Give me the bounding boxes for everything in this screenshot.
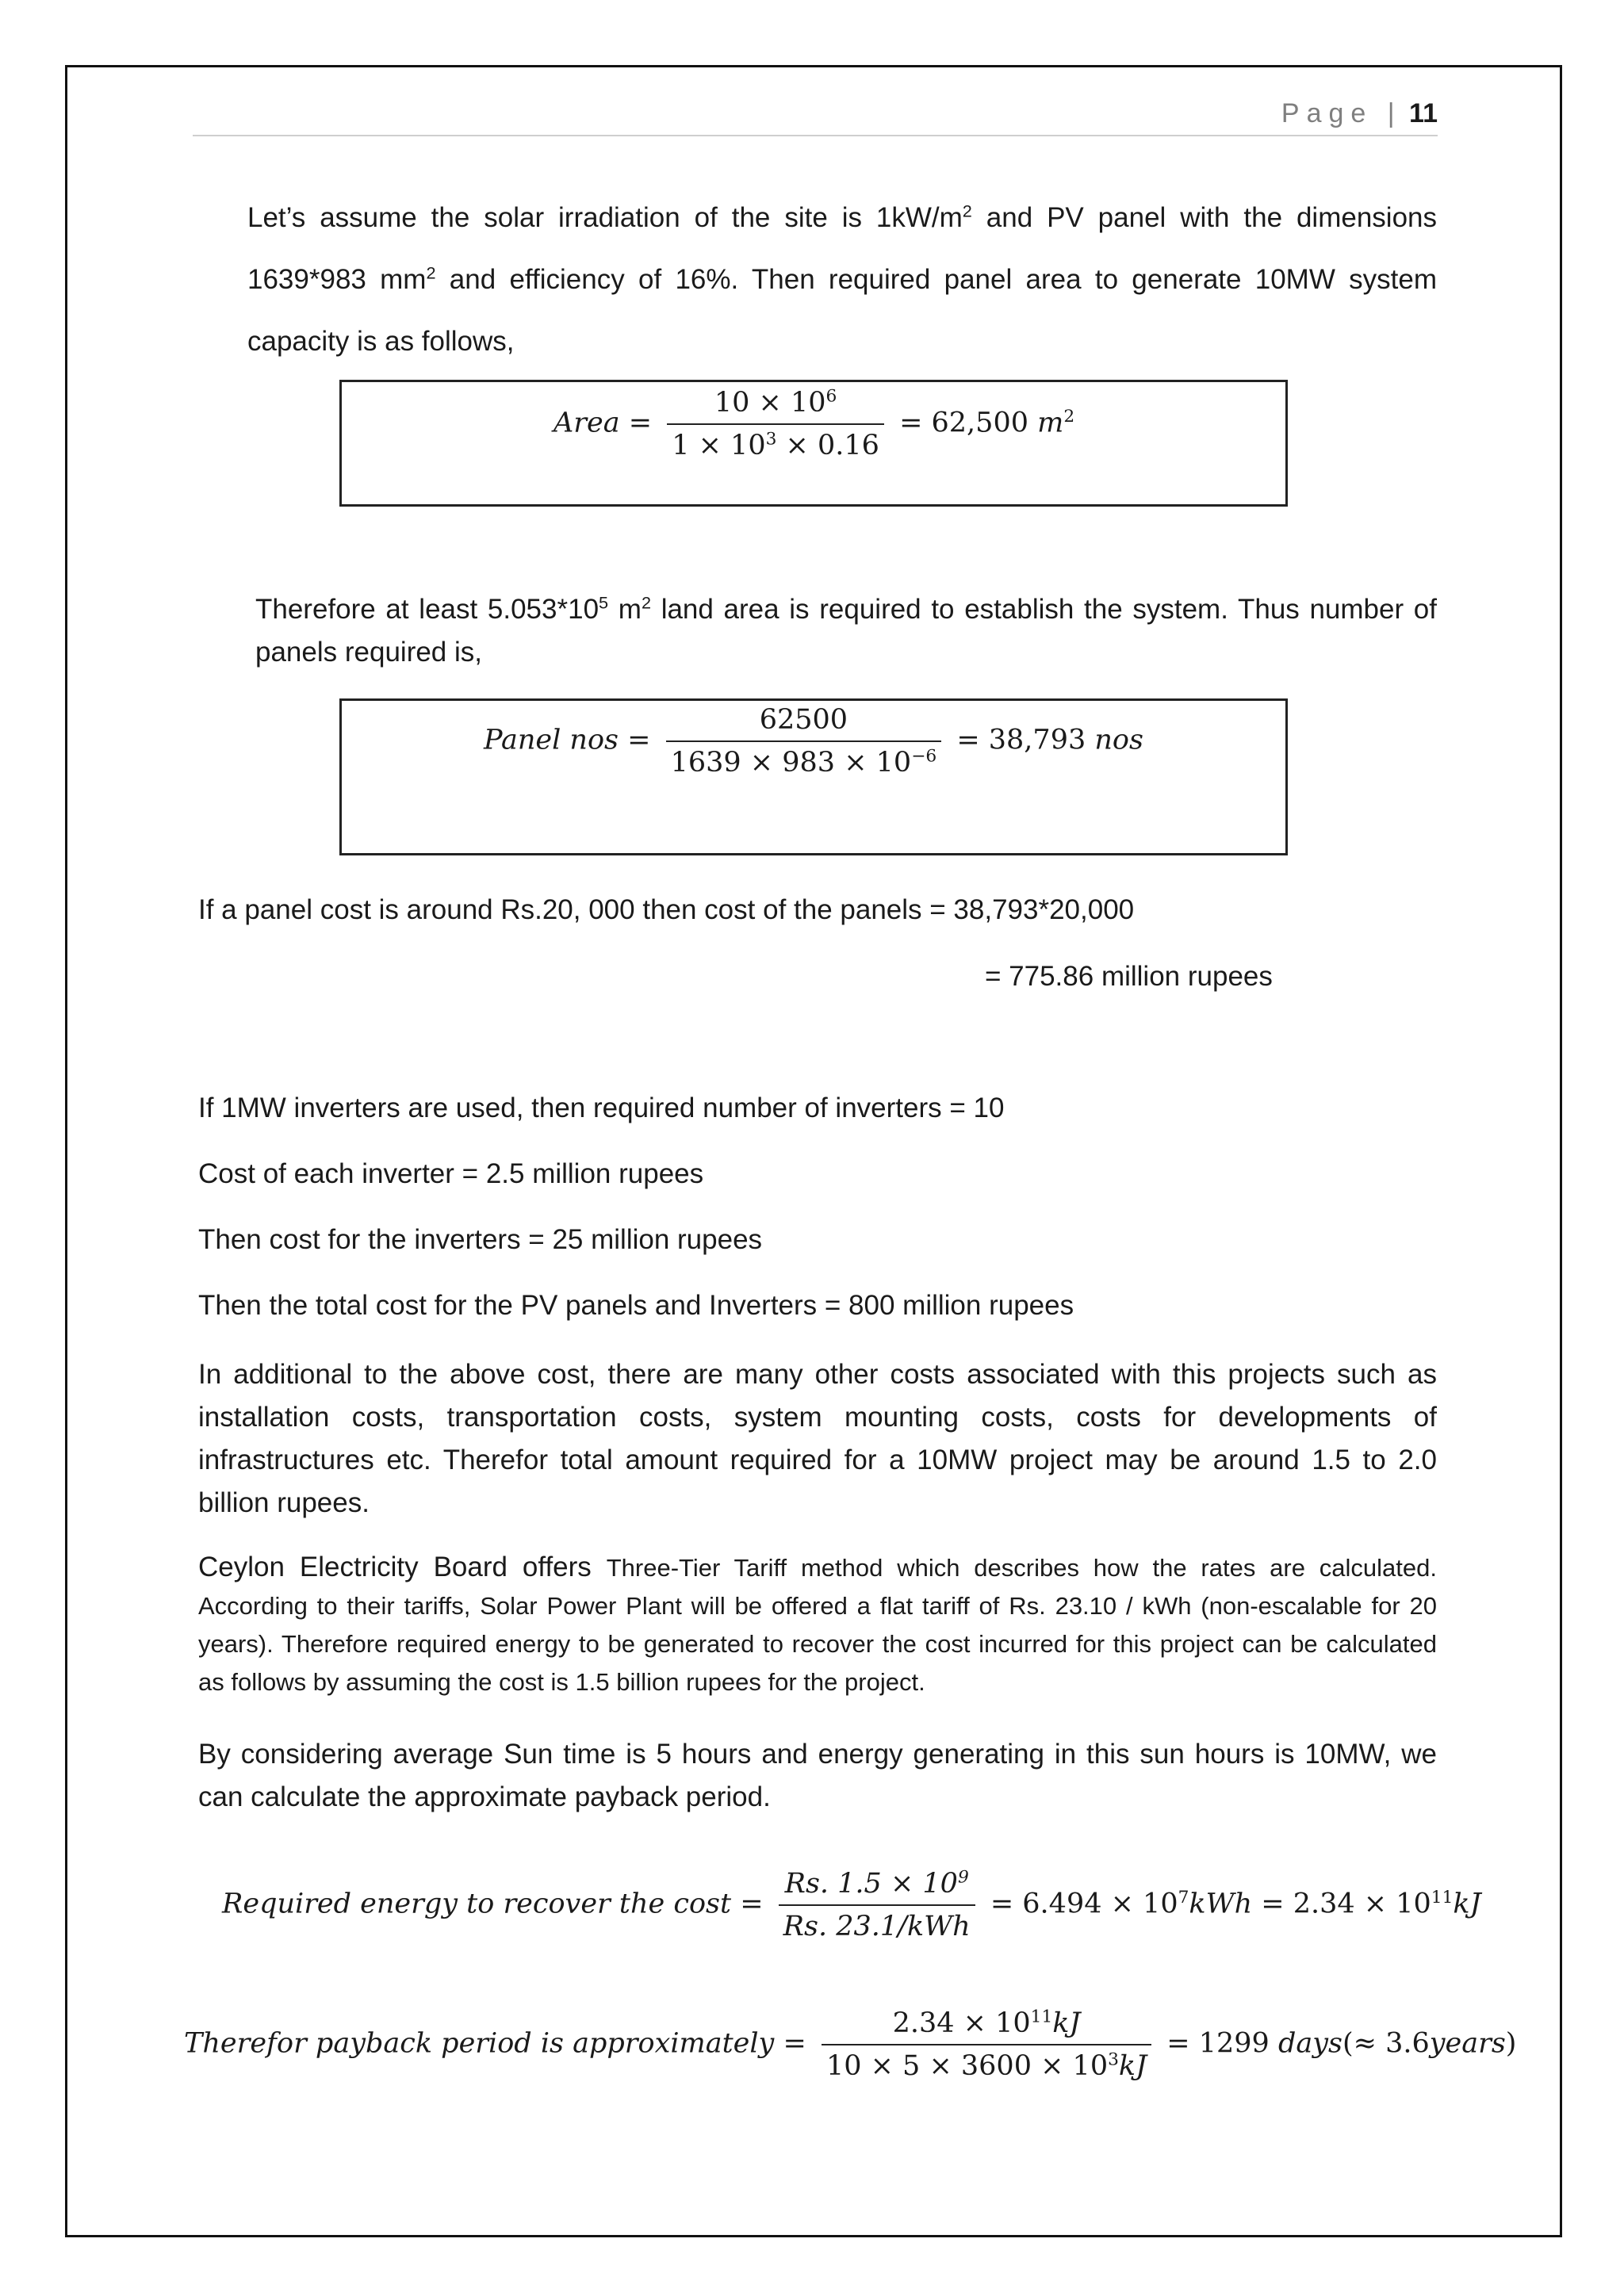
energy-lhs: Required energy to recover the cost (222, 1888, 732, 1920)
payback-result: = 1299 (1166, 2027, 1278, 2060)
inverter-each-cost-line: Cost of each inverter = 2.5 million rupees (198, 1158, 704, 1189)
page-word: Page (1281, 98, 1373, 128)
payback-den-unit: kJ (1118, 2050, 1147, 2082)
panels-unit: nos (1094, 724, 1143, 756)
area-equals: = (628, 407, 653, 439)
area-lhs: Area (553, 407, 620, 439)
payback-equals: = (783, 2027, 806, 2060)
panels-fraction (666, 704, 942, 779)
energy-num-sup: 9 (957, 1867, 969, 1888)
area-equation (553, 387, 1074, 461)
land-sup-b: 2 (641, 592, 652, 613)
payback-fraction (822, 2007, 1151, 2082)
panels-result: = 38,793 (956, 724, 1095, 756)
sun-hours-paragraph: By considering average Sun time is 5 hours and energy generating in this sun hours is 10MW, we can calculate the approximate payback period. (198, 1739, 1437, 1812)
payback-num-sup: 11 (1030, 2007, 1053, 2027)
energy-denominator: Rs. 23.1/kWh (783, 1911, 971, 1942)
payback-den-text: 10 × 5 × 3600 × 10 (825, 2050, 1109, 2082)
area-numerator (667, 387, 884, 425)
additional-costs-paragraph: In additional to the above cost, there are many other costs associated with this projects such as installation costs, transportation costs, system mounting costs, costs for developments of infrastructures etc. Therefor total amount required for a 10MW project may be around 1.5 to 2.0 billion rupees. (198, 1359, 1437, 1518)
inverter-total-cost-line: Then cost for the inverters = 25 million rupees (198, 1224, 763, 1255)
payback-paren-close: ) (1505, 2027, 1517, 2060)
intro-text-a: Let’s assume the solar irradiation of the site is 1kW/m (247, 202, 963, 233)
page-number: 11 (1409, 98, 1438, 128)
land-text-a: Therefore at least 5.053*10 (255, 594, 599, 625)
land-text-b: m (608, 594, 642, 625)
panels-den-text: 1639 × 983 × 10 (670, 747, 912, 779)
energy-result-b-sup: 11 (1431, 1887, 1454, 1908)
panel-cost-line: If a panel cost is around Rs.20, 000 then cost of the panels = 38,793*20,000 (198, 894, 1135, 925)
area-den-sup: 3 (765, 429, 777, 450)
payback-den-sup: 3 (1108, 2049, 1119, 2070)
payback-numerator (822, 2007, 1151, 2045)
intro-paragraph (247, 187, 1437, 373)
area-num-sup: 6 (825, 386, 837, 407)
area-result: = 62,500 (899, 407, 1038, 439)
payback-result-unit: days (1277, 2027, 1342, 2060)
panel-cost-total-line: = 775.86 million rupees (985, 961, 1273, 992)
area-unit: m (1037, 407, 1064, 439)
panels-denominator (666, 742, 942, 779)
ceb-rest: Three-Tier Tariff method which describes how the rates are calculated. According to their tariffs, Solar Power Plant will be offered a flat tariff of Rs. 23.10 / kWh (non-escalable for 20 years). Therefore required energy to be generated to recover the cost incurred for this project can be calculated as follows by assuming the cost is 1.5 billion rupees for the project. (198, 1554, 1437, 1696)
panels-numerator: 62500 (666, 704, 942, 742)
energy-result-a: = 6.494 × 10 (990, 1888, 1178, 1920)
energy-equals: = (740, 1888, 764, 1920)
intro-text-b: and PV panel with the dimensions 1639*983 mm (247, 202, 1437, 295)
panels-equation (484, 704, 1143, 779)
ceb-lead: Ceylon Electricity Board offers (198, 1552, 607, 1582)
land-text-c: land area is required to establish the system. Thus number of panels required is, (255, 594, 1438, 668)
land-sup-a: 5 (599, 592, 609, 613)
area-denominator (667, 425, 884, 461)
energy-numerator (779, 1868, 975, 1906)
panels-lhs: Panel nos (484, 724, 619, 756)
payback-paren-text: (≈ 3.6 (1342, 2027, 1430, 2060)
payback-paren-unit: years (1429, 2027, 1506, 2060)
land-area-paragraph (255, 588, 1437, 674)
area-num-text: 10 × 10 (714, 387, 826, 419)
intro-sup-b: 2 (426, 262, 436, 283)
energy-fraction (779, 1868, 975, 1942)
payback-equation (184, 2007, 1516, 2082)
total-cost-line: Then the total cost for the PV panels and Inverters = 800 million rupees (198, 1290, 1074, 1321)
panels-equals: = (627, 724, 651, 756)
page-number-label (1281, 98, 1438, 129)
energy-result-a-sup: 7 (1178, 1887, 1189, 1908)
energy-equation (222, 1868, 1481, 1942)
area-den-b: × 0.16 (776, 430, 879, 461)
payback-num-text: 2.34 × 10 (892, 2007, 1031, 2039)
page-separator: | (1387, 98, 1395, 128)
area-den-a: 1 × 10 (672, 430, 766, 461)
energy-result-b: = 2.34 × 10 (1252, 1888, 1431, 1920)
energy-num-text: Rs. 1.5 × 10 (784, 1868, 958, 1900)
payback-lhs: Therefor payback period is approximately (184, 2027, 775, 2060)
payback-num-unit: kJ (1052, 2007, 1081, 2039)
page-header (193, 94, 1438, 136)
area-fraction (667, 387, 884, 461)
ceb-tariff-paragraph (198, 1548, 1437, 1701)
inverter-count-line: If 1MW inverters are used, then required number of inverters = 10 (198, 1093, 1005, 1123)
panels-den-sup: −6 (911, 746, 937, 767)
area-unit-sup: 2 (1063, 406, 1075, 427)
intro-sup-a: 2 (962, 201, 972, 221)
energy-result-a-unit: kWh (1189, 1888, 1253, 1920)
intro-text-c: and efficiency of 16%. Then required panel area to generate 10MW system capacity is as follows, (247, 264, 1437, 357)
payback-denominator (822, 2045, 1151, 2082)
energy-result-b-unit: kJ (1453, 1888, 1481, 1920)
